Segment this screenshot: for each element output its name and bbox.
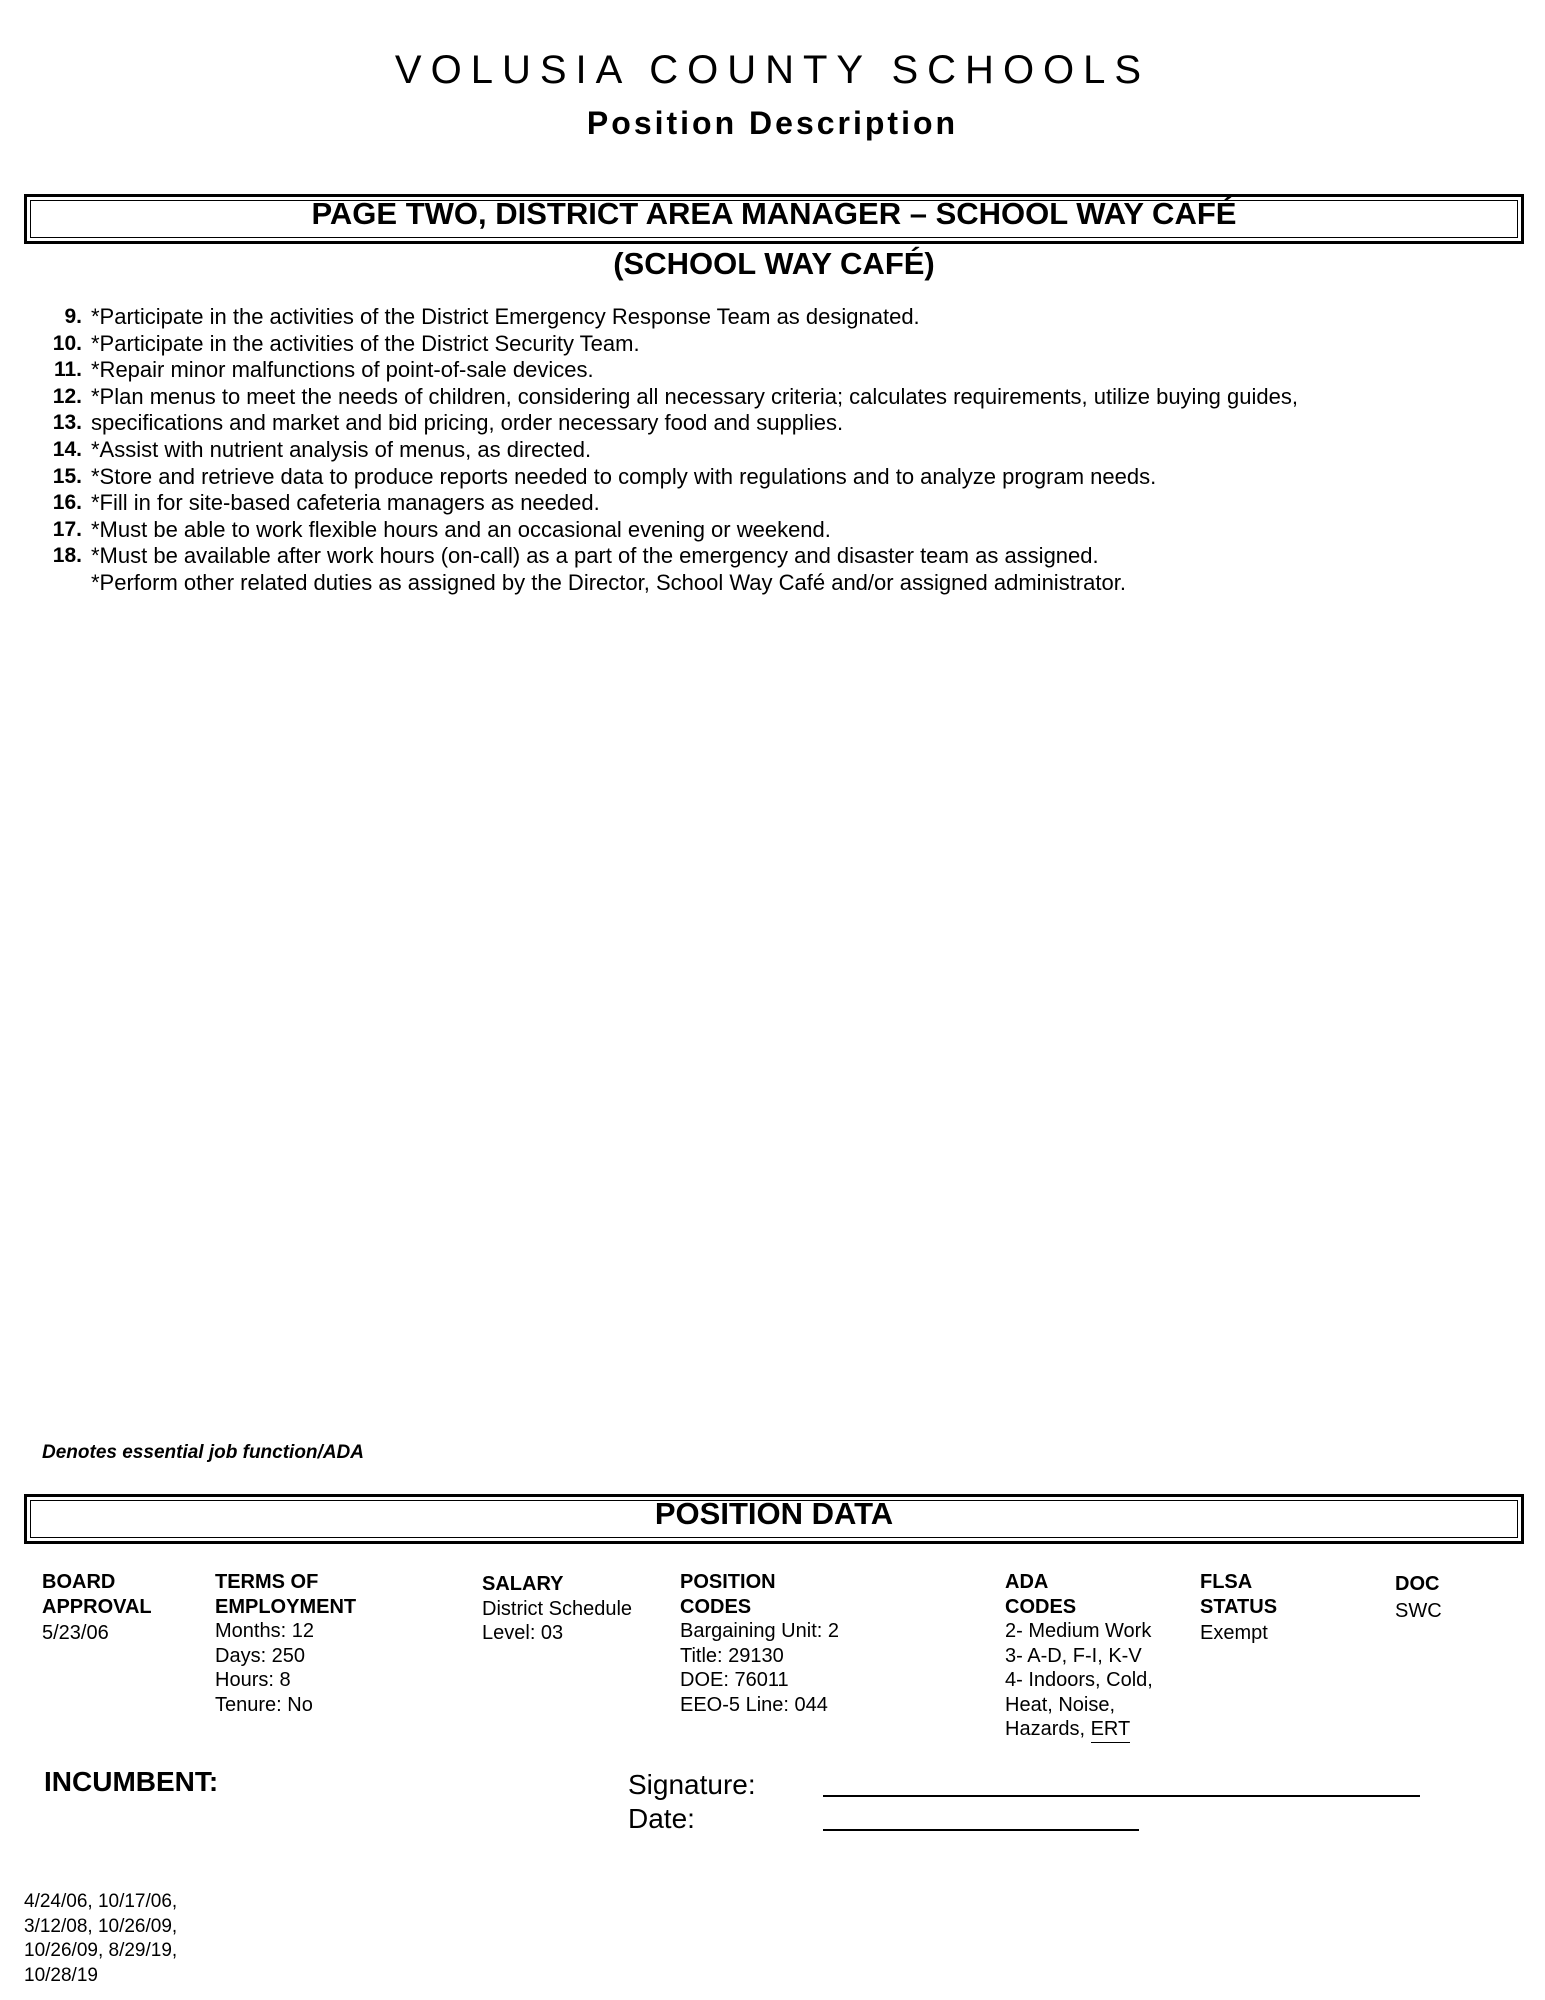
column-header: SALARY	[482, 1573, 564, 1595]
column-header: TERMS OF	[215, 1571, 319, 1593]
column-header: POSITION	[680, 1571, 776, 1593]
duty-line: *Participate in the activities of the District Security Team.	[91, 330, 640, 356]
column-header: BOARD	[42, 1571, 116, 1593]
duty-line: *Assist with nutrient analysis of menus, as directed.	[91, 436, 592, 462]
duty-number: 16.	[52, 491, 82, 515]
salary-column	[482, 1572, 632, 1646]
flsa-value: Exempt	[1200, 1622, 1268, 1644]
ada-code-value: 4- Indoors, Cold,	[1005, 1669, 1153, 1691]
document-type: Position Description	[586, 105, 959, 141]
salary-value: Level: 03	[482, 1622, 564, 1644]
terms-value: Days: 250	[215, 1644, 306, 1667]
flsa-status-column	[1200, 1570, 1277, 1646]
duty-line: *Repair minor malfunctions of point-of-sale devices.	[91, 357, 594, 383]
position-code-value: EEO-5 Line: 044	[680, 1693, 828, 1716]
duty-line: *Plan menus to meet the needs of children, considering all necessary criteria; calculates requirements, utilize buying guides,	[91, 383, 1298, 409]
page-title: PAGE TWO, DISTRICT AREA MANAGER – SCHOOL WAY CAFÉ	[311, 196, 1237, 231]
position-codes-column	[680, 1570, 839, 1717]
column-header: DOC	[1395, 1573, 1440, 1595]
position-data-heading: POSITION DATA	[654, 1496, 894, 1531]
duty-line: specifications and market and bid pricing, order necessary food and supplies.	[91, 410, 844, 436]
doc-column	[1395, 1572, 1442, 1623]
duty-list	[91, 304, 1531, 597]
duty-number: 18.	[52, 544, 82, 568]
duty-number: 11.	[53, 358, 82, 382]
terms-value: Months: 12	[215, 1620, 314, 1642]
column-header: EMPLOYMENT	[215, 1595, 357, 1618]
signature-line	[823, 1795, 1420, 1797]
duty-line: *Fill in for site-based cafeteria managers as needed.	[91, 490, 600, 516]
revision-dates	[24, 1890, 177, 1988]
revision-line: 10/26/09, 8/29/19,	[24, 1940, 178, 1961]
duty-line: *Participate in the activities of the District Emergency Response Team as designated.	[91, 304, 920, 329]
column-header: STATUS	[1200, 1595, 1278, 1618]
position-code-value: Bargaining Unit: 2	[680, 1620, 839, 1642]
revision-line: 3/12/08, 10/26/09,	[24, 1915, 178, 1937]
terms-value: Hours: 8	[215, 1669, 291, 1691]
date-label: Date:	[628, 1803, 695, 1834]
essential-function-note: Denotes essential job function/ADA	[42, 1442, 364, 1463]
organization-name: VOLUSIA COUNTY SCHOOLS	[394, 48, 1151, 92]
duty-line: *Must be able to work flexible hours and an occasional evening or weekend.	[91, 516, 831, 542]
ada-code-value: Hazards,	[1005, 1718, 1091, 1740]
column-header: APPROVAL	[42, 1595, 152, 1618]
ada-code-value: 2- Medium Work	[1005, 1620, 1152, 1642]
doc-value: SWC	[1395, 1599, 1442, 1622]
duty-number: 13.	[52, 411, 82, 435]
duty-line: *Perform other related duties as assigned by the Director, School Way Café and/or assigned administrator.	[91, 569, 1126, 595]
board-approval-column	[42, 1570, 152, 1646]
ada-code-value: 3- A-D, F-I, K-V	[1005, 1644, 1142, 1667]
ada-code-value: Heat, Noise,	[1005, 1693, 1116, 1716]
duty-line: *Must be available after work hours (on-call) as a part of the emergency and disaster team as assigned.	[91, 543, 1099, 569]
terms-of-employment-column	[215, 1570, 356, 1717]
position-code-value: Title: 29130	[680, 1644, 784, 1667]
signature-block	[628, 1768, 756, 1836]
column-header: FLSA	[1200, 1571, 1253, 1593]
duty-number: 9.	[64, 305, 82, 328]
column-header: CODES	[680, 1595, 752, 1618]
duty-number: 10.	[52, 331, 82, 355]
ada-code-ert: ERT	[1091, 1718, 1131, 1743]
terms-value: Tenure: No	[215, 1693, 313, 1716]
page-subtitle: (SCHOOL WAY CAFÉ)	[613, 246, 935, 281]
duty-number: 12.	[52, 384, 82, 408]
date-line	[823, 1829, 1139, 1831]
duty-number: 14.	[52, 437, 82, 461]
ada-codes-column	[1005, 1570, 1153, 1742]
board-approval-date: 5/23/06	[42, 1622, 109, 1644]
revision-line: 4/24/06, 10/17/06,	[24, 1891, 178, 1912]
column-header: ADA	[1005, 1571, 1049, 1593]
signature-label: Signature:	[628, 1769, 756, 1800]
duty-number: 17.	[52, 517, 82, 541]
duty-numbers	[32, 304, 82, 570]
salary-value: District Schedule	[482, 1597, 633, 1620]
duty-number: 15.	[52, 464, 82, 488]
incumbent-label: INCUMBENT:	[44, 1766, 219, 1797]
duty-line: *Store and retrieve data to produce reports needed to comply with regulations and to analyze program needs.	[91, 463, 1157, 489]
position-code-value: DOE: 76011	[680, 1669, 789, 1691]
column-header: CODES	[1005, 1595, 1077, 1618]
revision-line: 10/28/19	[24, 1964, 98, 1986]
